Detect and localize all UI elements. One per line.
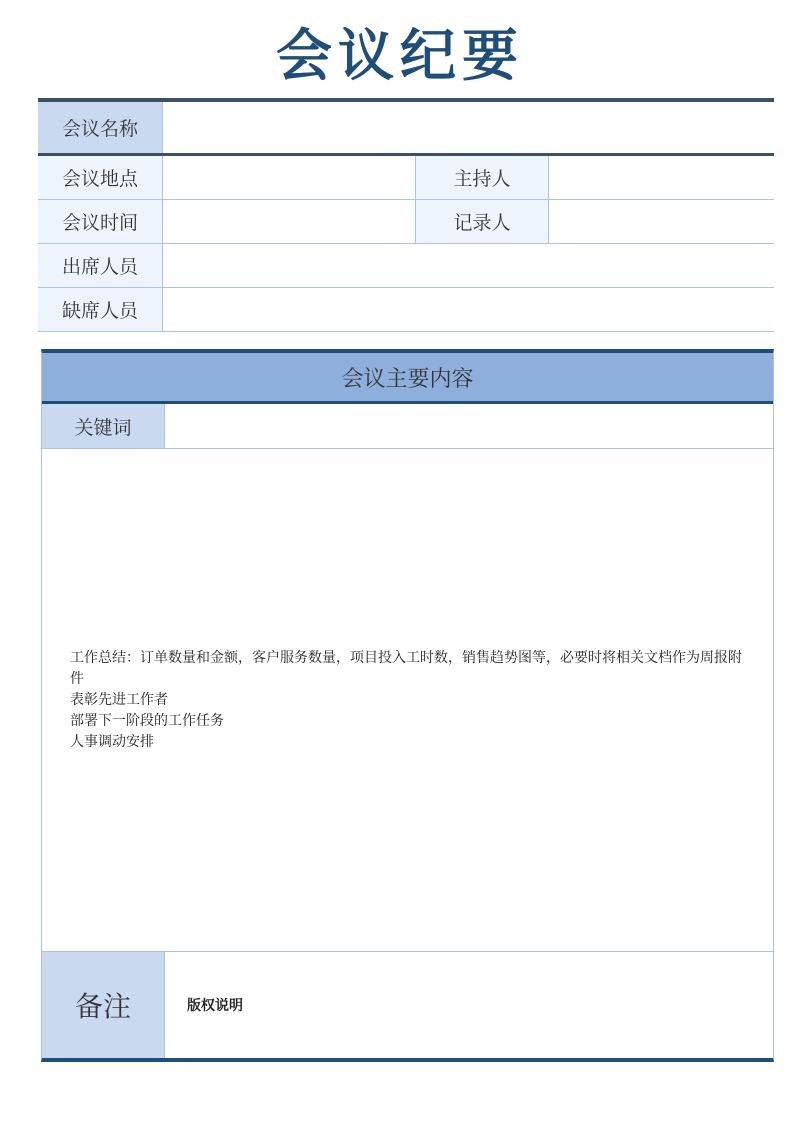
recorder-field[interactable] — [548, 200, 774, 243]
meeting-place-field[interactable] — [162, 156, 415, 199]
attendees-row — [38, 244, 774, 288]
attendees-field[interactable] — [162, 244, 774, 287]
content-body-field[interactable] — [42, 449, 773, 952]
meeting-place-row — [38, 156, 774, 200]
meeting-name-row — [38, 102, 774, 156]
host-label: 主持人 — [415, 156, 548, 199]
content-section-title: 会议主要内容 — [42, 353, 773, 404]
absentees-label: 缺席人员 — [38, 288, 162, 331]
host-field[interactable] — [548, 156, 774, 199]
body-line: 表彰先进工作者 — [70, 691, 168, 708]
keywords-row — [42, 404, 773, 449]
body-line: 人事调动安排 — [70, 733, 154, 750]
content-body-text — [70, 648, 747, 753]
page-title: 会议纪要 — [276, 24, 524, 89]
absentees-field[interactable] — [162, 288, 774, 331]
meeting-info-table — [38, 98, 774, 332]
notes-label: 备注 — [42, 952, 165, 1058]
body-line: 工作总结：订单数量和金额，客户服务数量，项目投入工时数，销售趋势图等，必要时将相关文档作为周报附件 — [70, 649, 742, 687]
keywords-field[interactable] — [165, 404, 773, 448]
recorder-label: 记录人 — [415, 200, 548, 243]
meeting-time-label: 会议时间 — [38, 200, 162, 243]
attendees-label: 出席人员 — [38, 244, 162, 287]
absentees-row — [38, 288, 774, 332]
meeting-place-label: 会议地点 — [38, 156, 162, 199]
keywords-label: 关键词 — [42, 404, 165, 448]
meeting-name-field[interactable] — [162, 102, 774, 153]
meeting-time-row — [38, 200, 774, 244]
meeting-time-field[interactable] — [162, 200, 415, 243]
body-line: 部署下一阶段的工作任务 — [70, 712, 224, 729]
notes-field[interactable]: 版权说明 — [187, 998, 243, 1014]
meeting-content-table — [41, 349, 774, 1062]
notes-row — [42, 952, 773, 1058]
meeting-name-label: 会议名称 — [38, 102, 162, 153]
